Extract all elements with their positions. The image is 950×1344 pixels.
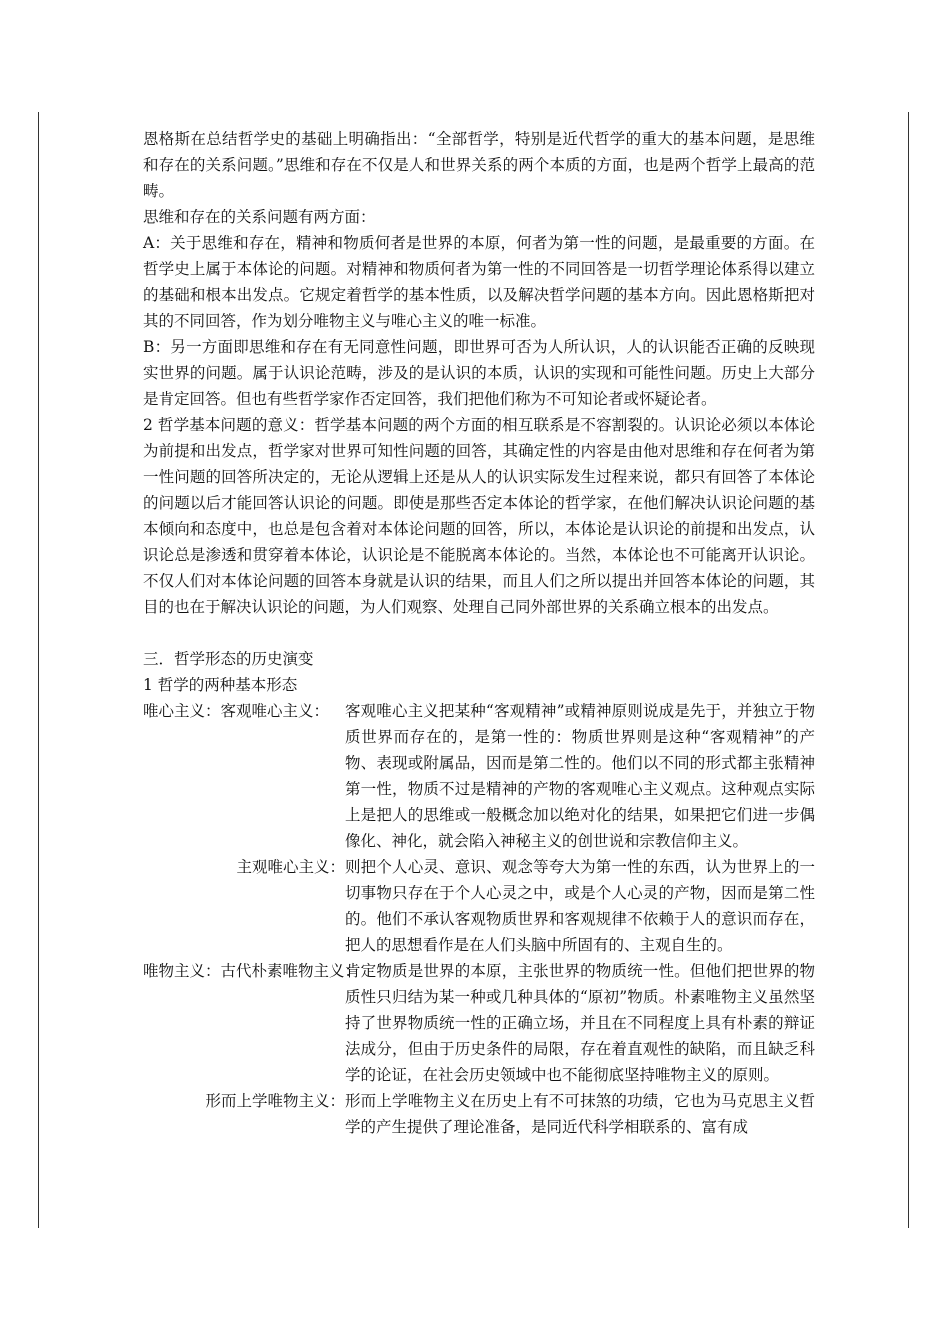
entry-text: 客观唯心主义把某种“客观精神”或精神原则说成是先于，并独立于物质世界而存在的，是第一性的：物质世界则是这种“客观精神”的产物、表现或附属品，因而是第二性的。他们以不同的形式都主张精神第一性，物质不过是精神的产物的客观唯心主义观点。这种观点实际上是把人的思维或一般概念加以绝对化的结果，如果把它们进一步偶像化、神化，就会陷入神秘主义的创世说和宗教信仰主义。 (345, 702, 815, 850)
subsection-heading: 1 哲学的两种基本形态 (143, 676, 298, 694)
right-border-line (908, 112, 909, 1228)
entry-text: 肯定物质是世界的本原，主张世界的物质统一性。但他们把世界的物质性只归结为某一种或几种具体的“原初”物质。朴素唯物主义虽然坚持了世界物质统一性的正确立场，并且在不同程度上具有朴素的辩证法成分，但由于历史条件的局限，存在着直观性的缺陷，而且缺乏科学的论证，在社会历史领域中也不能彻底坚持唯物主义的原则。 (345, 962, 815, 1084)
entry-ancient-materialism (143, 958, 815, 1088)
paragraph-aspect-a: A：关于思维和存在，精神和物质何者是世界的本原，何者为第一性的问题，是最重要的方面。在哲学史上属于本体论的问题。对精神和物质何者为第一性的不同回答是一切哲学理论体系得以建立的基础和根本出发点。它规定着哲学的基本性质，以及解决哲学问题的基本方向。因此恩格斯把对其的不同回答，作为划分唯物主义与唯心主义的唯一标准。 (143, 234, 815, 330)
entry-objective-idealism (143, 698, 815, 854)
document-body (143, 126, 815, 1140)
entry-subjective-idealism (143, 854, 815, 958)
left-border-line (38, 112, 39, 1228)
blank-line (143, 620, 815, 646)
paragraph-two-aspects: 思维和存在的关系问题有两方面： (143, 208, 376, 226)
section-heading: 三．哲学形态的历史演变 (143, 650, 314, 668)
entry-label: 形而上学唯物主义： (205, 1092, 345, 1110)
entry-text: 形而上学唯物主义在历史上有不可抹煞的功绩，它也为马克思主义哲学的产生提供了理论准备，是同近代科学相联系的、富有成 (345, 1092, 815, 1136)
paragraph-significance: 2 哲学基本问题的意义：哲学基本问题的两个方面的相互联系是不容割裂的。认识论必须以本体论为前提和出发点，哲学家对世界可知性问题的回答，其确定性的内容是由他对思维和存在何者为第一性问题的回答所决定的，无论从逻辑上还是从人的认识实际发生过程来说，都只有回答了本体论的问题以后才能回答认识论的问题。即使是那些否定本体论的哲学家，在他们解决认识论问题的基本倾向和态度中，也总是包含着对本体论问题的回答，所以，本体论是认识论的前提和出发点，认识论总是渗透和贯穿着本体论，认识论是不能脱离本体论的。当然，本体论也不可能离开认识论。不仅人们对本体论问题的回答本身就是认识的结果，而且人们之所以提出并回答本体论的问题，其目的也在于解决认识论的问题，为人们观察、处理自己同外部世界的关系确立根本的出发点。 (143, 416, 815, 616)
paragraph-aspect-b: B：另一方面即思维和存在有无同意性问题，即世界可否为人所认识，人的认识能否正确的反映现实世界的问题。属于认识论范畴，涉及的是认识的本质，认识的实现和可能性问题。历史上大部分是肯定回答。但也有些哲学家作否定回答，我们把他们称为不可知论者或怀疑论者。 (143, 338, 815, 408)
entry-label: 唯心主义：客观唯心主义： (143, 702, 330, 720)
entry-metaphysical-materialism (143, 1088, 815, 1140)
entry-label: 唯物主义：古代朴素唯物主义： (143, 962, 361, 980)
paragraph-engels-quote: 恩格斯在总结哲学史的基础上明确指出：“全部哲学，特别是近代哲学的重大的基本问题，是思维和存在的关系问题。”思维和存在不仅是人和世界关系的两个本质的方面，也是两个哲学上最高的范畴。 (143, 130, 815, 200)
entry-label: 主观唯心主义： (236, 858, 345, 876)
entry-text: 则把个人心灵、意识、观念等夸大为第一性的东西，认为世界上的一切事物只存在于个人心灵之中，或是个人心灵的产物，因而是第二性的。他们不承认客观物质世界和客观规律不依赖于人的意识而存在，把人的思想看作是在人们头脑中所固有的、主观自生的。 (345, 858, 815, 954)
